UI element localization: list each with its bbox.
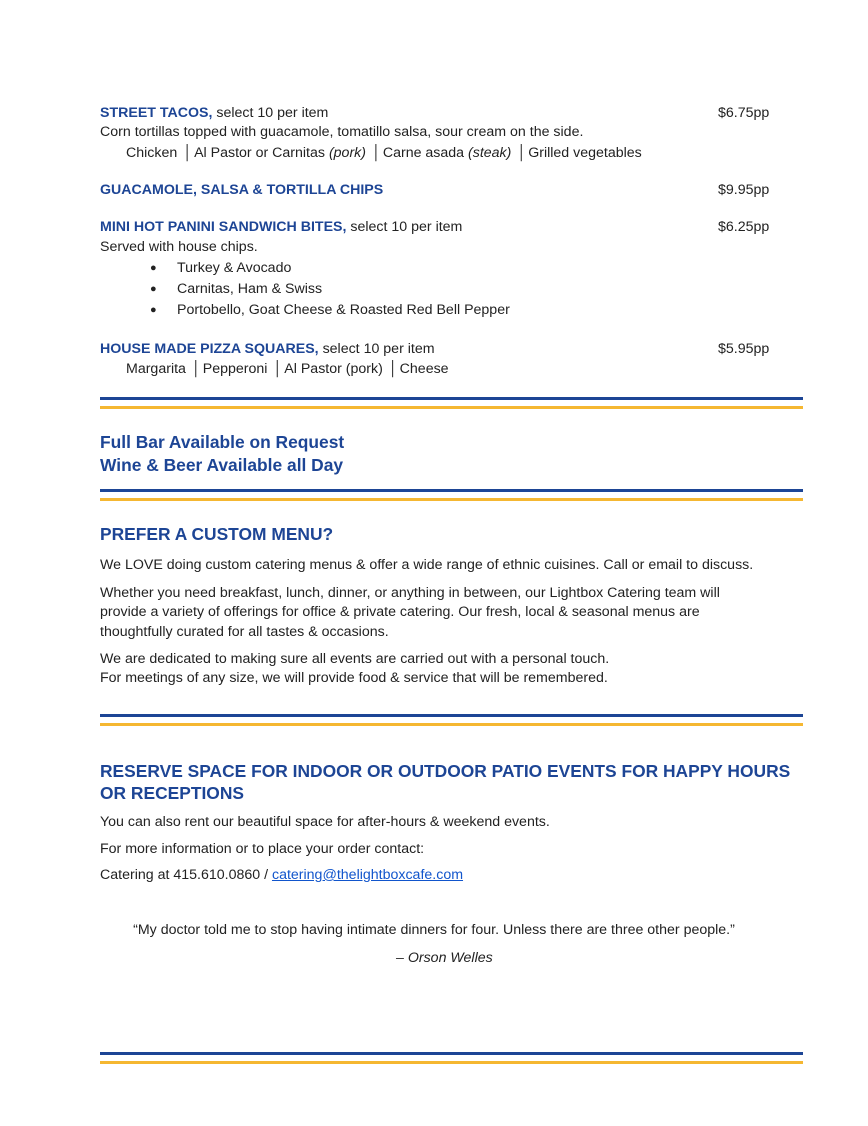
option-separator: │ — [371, 145, 381, 161]
item-title: MINI HOT PANINI SANDWICH BITES, — [100, 219, 347, 235]
option-carne-asada: Carne asada — [382, 145, 469, 161]
contact-line — [100, 866, 463, 884]
custom-menu-paragraph-line: We are dedicated to making sure all events are carried out with a personal touch. — [100, 651, 610, 667]
guacamole-price: $9.95pp — [718, 182, 770, 198]
reserve-heading-line: RESERVE SPACE FOR INDOOR OR OUTDOOR PATIO EVENTS FOR HAPPY HOURS — [100, 761, 791, 781]
reserve-heading-line: OR RECEPTIONS — [100, 783, 244, 803]
pizza-heading — [100, 340, 435, 358]
option-separator: │ — [517, 145, 527, 161]
panini-price: $6.25pp — [718, 219, 770, 235]
divider-rule — [100, 397, 803, 409]
panini-item: Carnitas, Ham & Swiss — [177, 281, 323, 297]
pizza-options — [126, 360, 449, 378]
full-bar-note: Full Bar Available on Request — [100, 432, 345, 452]
option-al-pastor: Al Pastor or Carnitas — [194, 145, 329, 161]
street-tacos-description: Corn tortillas topped with guacamole, tomatillo salsa, sour cream on the side. — [100, 124, 584, 140]
bullet-icon: ● — [150, 283, 157, 295]
custom-menu-paragraph: We LOVE doing custom catering menus & offer a wide range of ethnic cuisines. Call or email to discuss. — [100, 557, 754, 573]
option-al-pastor-pork: Al Pastor (pork) — [284, 361, 383, 377]
option-cheese: Cheese — [399, 361, 449, 377]
item-title: HOUSE MADE PIZZA SQUARES, — [100, 341, 319, 357]
divider-rule — [100, 714, 803, 726]
bullet-icon: ● — [150, 262, 157, 274]
option-pepperoni: Pepperoni — [202, 361, 268, 377]
custom-menu-paragraph-line: thoughtfully curated for all tastes & occasions. — [100, 624, 389, 640]
wine-beer-note: Wine & Beer Available all Day — [100, 455, 344, 475]
item-title: STREET TACOS, — [100, 105, 213, 121]
custom-menu-paragraph-line: For meetings of any size, we will provide food & service that will be remembered. — [100, 670, 608, 686]
item-subtitle: select 10 per item — [346, 219, 463, 235]
street-tacos-options — [126, 144, 642, 162]
reserve-paragraph: For more information or to place your order contact: — [100, 841, 425, 857]
option-al-pastor-note: (pork) — [328, 145, 366, 161]
custom-menu-heading: PREFER A CUSTOM MENU? — [100, 524, 334, 544]
custom-menu-paragraph-line: Whether you need breakfast, lunch, dinner, or anything in between, our Lightbox Catering team will — [100, 585, 720, 601]
bullet-icon: ● — [150, 304, 157, 316]
panini-item: Turkey & Avocado — [177, 260, 292, 276]
option-separator: │ — [388, 361, 398, 377]
quote-author: – Orson Welles — [396, 950, 493, 966]
custom-menu-paragraph-line: provide a variety of offerings for office & private catering. Our fresh, local & seasonal menus are — [100, 604, 700, 620]
option-chicken: Chicken — [126, 145, 178, 161]
item-subtitle: select 10 per item — [212, 105, 329, 121]
option-separator: │ — [273, 361, 283, 377]
street-tacos-price: $6.75pp — [718, 105, 770, 121]
option-separator: │ — [191, 361, 201, 377]
option-margarita: Margarita — [126, 361, 186, 377]
option-carne-asada-note: (steak) — [468, 145, 512, 161]
quote-text: “My doctor told me to stop having intimate dinners for four. Unless there are three other people.” — [133, 922, 735, 938]
email-link[interactable]: catering@thelightboxcafe.com — [271, 867, 464, 883]
option-grilled-vegetables: Grilled vegetables — [528, 145, 642, 161]
pizza-price: $5.95pp — [718, 341, 770, 357]
panini-heading — [100, 218, 462, 236]
guacamole-heading: GUACAMOLE, SALSA & TORTILLA CHIPS — [100, 182, 384, 198]
street-tacos-heading — [100, 104, 328, 122]
divider-rule — [100, 1052, 803, 1064]
contact-phone: Catering at 415.610.0860 / — [100, 867, 272, 883]
item-subtitle: select 10 per item — [318, 341, 435, 357]
option-separator: │ — [183, 145, 193, 161]
reserve-paragraph: You can also rent our beautiful space for after-hours & weekend events. — [100, 814, 550, 830]
panini-description: Served with house chips. — [100, 239, 258, 255]
panini-item: Portobello, Goat Cheese & Roasted Red Bell Pepper — [177, 302, 510, 318]
divider-rule — [100, 489, 803, 501]
